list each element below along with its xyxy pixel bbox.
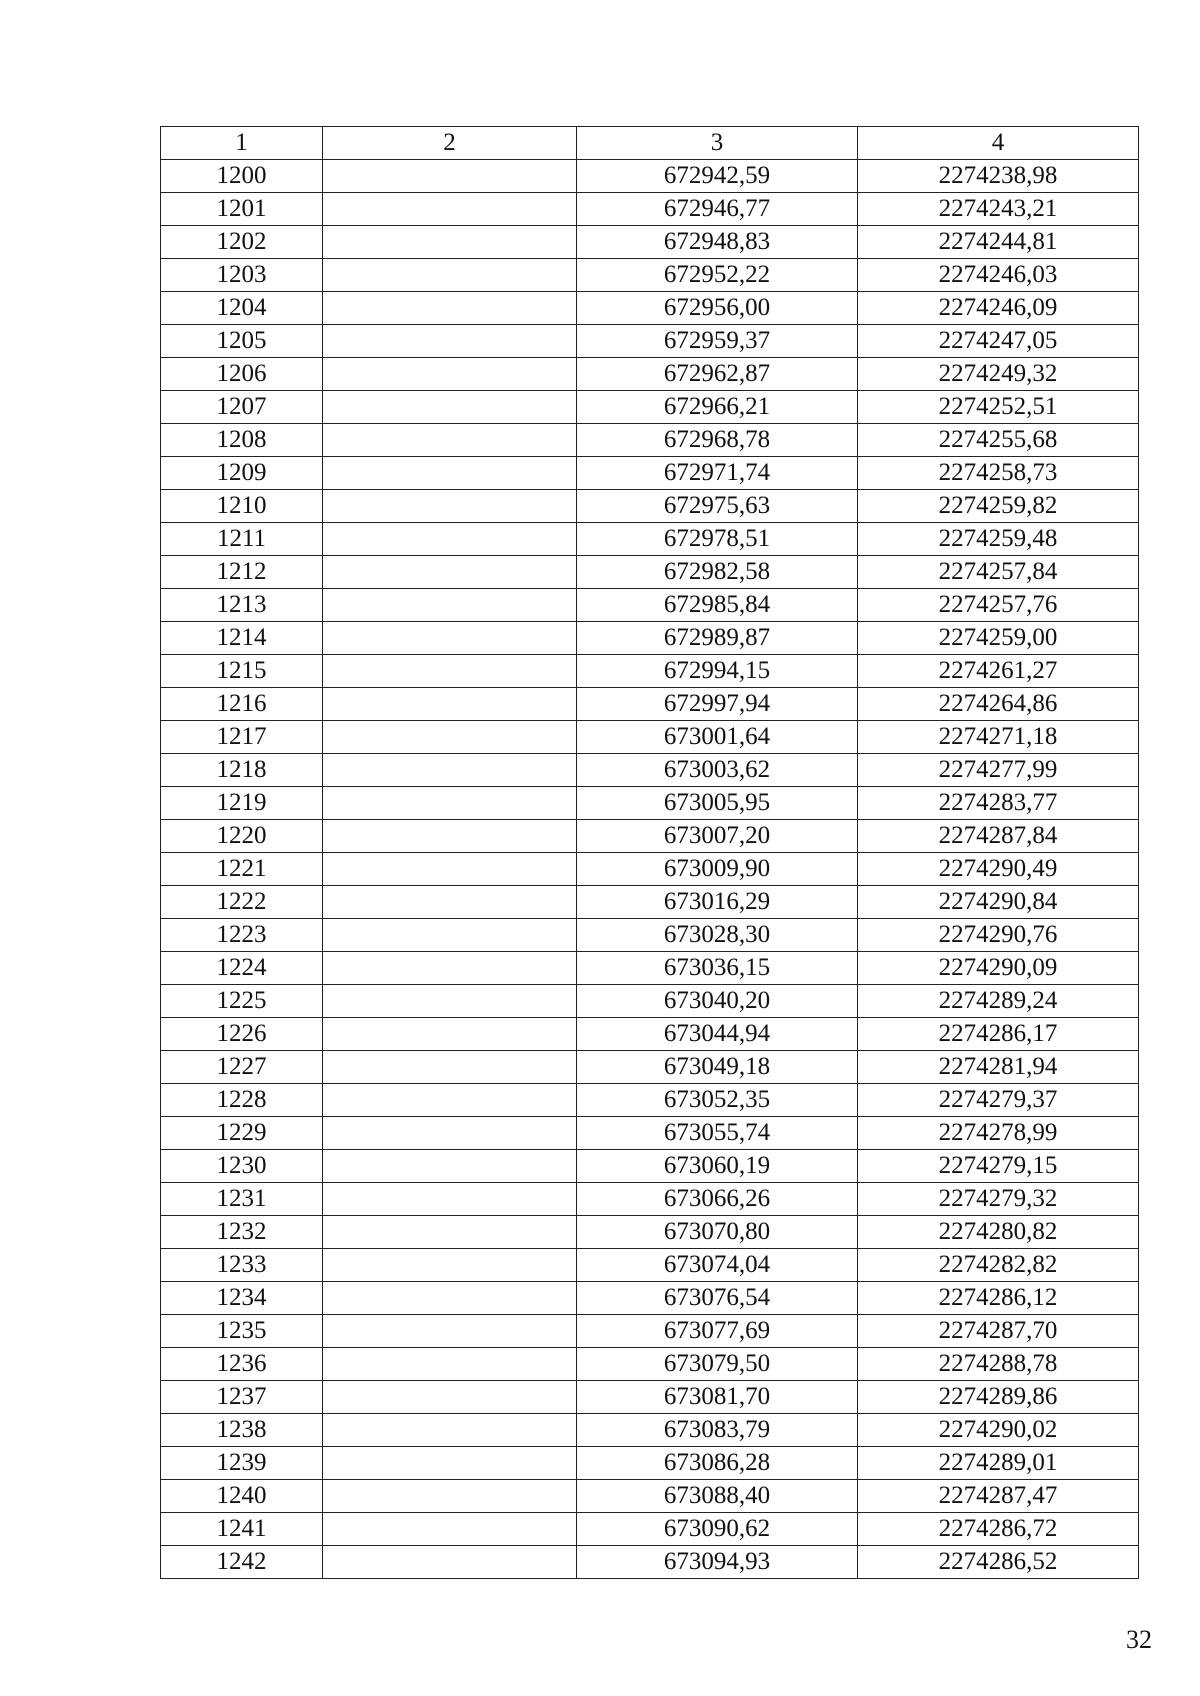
header-row [161, 127, 1139, 160]
x-coordinate-cell: 672997,94 [577, 688, 858, 721]
x-coordinate-cell: 673077,69 [577, 1315, 858, 1348]
description-cell [323, 1084, 577, 1117]
y-coordinate-cell: 2274259,48 [858, 523, 1139, 556]
y-coordinate-cell: 2274261,27 [858, 655, 1139, 688]
y-coordinate-cell: 2274289,01 [858, 1447, 1139, 1480]
y-coordinate-cell: 2274289,24 [858, 985, 1139, 1018]
description-cell [323, 1513, 577, 1546]
y-coordinate-cell: 2274252,51 [858, 391, 1139, 424]
x-coordinate-cell: 673070,80 [577, 1216, 858, 1249]
table-row [161, 523, 1139, 556]
description-cell [323, 226, 577, 259]
x-coordinate-cell: 672989,87 [577, 622, 858, 655]
header-cell-3: 3 [577, 127, 858, 160]
x-coordinate-cell: 673036,15 [577, 952, 858, 985]
x-coordinate-cell: 673005,95 [577, 787, 858, 820]
table-row [161, 1447, 1139, 1480]
y-coordinate-cell: 2274286,52 [858, 1546, 1139, 1579]
table-row [161, 952, 1139, 985]
description-cell [323, 1183, 577, 1216]
x-coordinate-cell: 672982,58 [577, 556, 858, 589]
description-cell [323, 853, 577, 886]
description-cell [323, 787, 577, 820]
description-cell [323, 1150, 577, 1183]
table-row [161, 1546, 1139, 1579]
description-cell [323, 754, 577, 787]
y-coordinate-cell: 2274238,98 [858, 160, 1139, 193]
x-coordinate-cell: 673040,20 [577, 985, 858, 1018]
table-row [161, 1381, 1139, 1414]
x-coordinate-cell: 673081,70 [577, 1381, 858, 1414]
point-number-cell: 1221 [161, 853, 323, 886]
x-coordinate-cell: 673086,28 [577, 1447, 858, 1480]
point-number-cell: 1230 [161, 1150, 323, 1183]
y-coordinate-cell: 2274289,86 [858, 1381, 1139, 1414]
table-row [161, 1249, 1139, 1282]
table-row [161, 721, 1139, 754]
point-number-cell: 1240 [161, 1480, 323, 1513]
point-number-cell: 1210 [161, 490, 323, 523]
y-coordinate-cell: 2274290,02 [858, 1414, 1139, 1447]
table-row [161, 655, 1139, 688]
description-cell [323, 160, 577, 193]
table-row [161, 985, 1139, 1018]
point-number-cell: 1241 [161, 1513, 323, 1546]
x-coordinate-cell: 673007,20 [577, 820, 858, 853]
table-row [161, 1150, 1139, 1183]
y-coordinate-cell: 2274290,09 [858, 952, 1139, 985]
point-number-cell: 1217 [161, 721, 323, 754]
y-coordinate-cell: 2274278,99 [858, 1117, 1139, 1150]
description-cell [323, 952, 577, 985]
y-coordinate-cell: 2274247,05 [858, 325, 1139, 358]
description-cell [323, 886, 577, 919]
point-number-cell: 1238 [161, 1414, 323, 1447]
x-coordinate-cell: 673009,90 [577, 853, 858, 886]
point-number-cell: 1208 [161, 424, 323, 457]
point-number-cell: 1237 [161, 1381, 323, 1414]
table-body [161, 160, 1139, 1579]
point-number-cell: 1223 [161, 919, 323, 952]
description-cell [323, 523, 577, 556]
x-coordinate-cell: 672975,63 [577, 490, 858, 523]
x-coordinate-cell: 673016,29 [577, 886, 858, 919]
y-coordinate-cell: 2274286,12 [858, 1282, 1139, 1315]
description-cell [323, 1480, 577, 1513]
description-cell [323, 325, 577, 358]
header-cell-1: 1 [161, 127, 323, 160]
table-row [161, 1348, 1139, 1381]
point-number-cell: 1229 [161, 1117, 323, 1150]
description-cell [323, 919, 577, 952]
description-cell [323, 292, 577, 325]
x-coordinate-cell: 672994,15 [577, 655, 858, 688]
y-coordinate-cell: 2274279,32 [858, 1183, 1139, 1216]
point-number-cell: 1232 [161, 1216, 323, 1249]
x-coordinate-cell: 673028,30 [577, 919, 858, 952]
y-coordinate-cell: 2274259,00 [858, 622, 1139, 655]
y-coordinate-cell: 2274264,86 [858, 688, 1139, 721]
description-cell [323, 1546, 577, 1579]
table-row [161, 919, 1139, 952]
point-number-cell: 1200 [161, 160, 323, 193]
table-row [161, 1480, 1139, 1513]
x-coordinate-cell: 673044,94 [577, 1018, 858, 1051]
point-number-cell: 1235 [161, 1315, 323, 1348]
description-cell [323, 457, 577, 490]
x-coordinate-cell: 673079,50 [577, 1348, 858, 1381]
point-number-cell: 1234 [161, 1282, 323, 1315]
description-cell [323, 589, 577, 622]
y-coordinate-cell: 2274249,32 [858, 358, 1139, 391]
description-cell [323, 424, 577, 457]
point-number-cell: 1242 [161, 1546, 323, 1579]
y-coordinate-cell: 2274246,03 [858, 259, 1139, 292]
point-number-cell: 1212 [161, 556, 323, 589]
point-number-cell: 1201 [161, 193, 323, 226]
x-coordinate-cell: 672942,59 [577, 160, 858, 193]
description-cell [323, 1315, 577, 1348]
x-coordinate-cell: 673052,35 [577, 1084, 858, 1117]
x-coordinate-cell: 672971,74 [577, 457, 858, 490]
description-cell [323, 622, 577, 655]
x-coordinate-cell: 672978,51 [577, 523, 858, 556]
point-number-cell: 1211 [161, 523, 323, 556]
y-coordinate-cell: 2274280,82 [858, 1216, 1139, 1249]
point-number-cell: 1236 [161, 1348, 323, 1381]
y-coordinate-cell: 2274243,21 [858, 193, 1139, 226]
point-number-cell: 1216 [161, 688, 323, 721]
y-coordinate-cell: 2274279,37 [858, 1084, 1139, 1117]
description-cell [323, 1282, 577, 1315]
table-row [161, 490, 1139, 523]
description-cell [323, 1117, 577, 1150]
y-coordinate-cell: 2274287,84 [858, 820, 1139, 853]
table-row [161, 325, 1139, 358]
description-cell [323, 391, 577, 424]
description-cell [323, 688, 577, 721]
table-row [161, 622, 1139, 655]
y-coordinate-cell: 2274271,18 [858, 721, 1139, 754]
x-coordinate-cell: 673055,74 [577, 1117, 858, 1150]
table-row [161, 886, 1139, 919]
point-number-cell: 1222 [161, 886, 323, 919]
point-number-cell: 1203 [161, 259, 323, 292]
y-coordinate-cell: 2274257,76 [858, 589, 1139, 622]
description-cell [323, 259, 577, 292]
y-coordinate-cell: 2274287,70 [858, 1315, 1139, 1348]
table-row [161, 688, 1139, 721]
table-row [161, 1018, 1139, 1051]
x-coordinate-cell: 673076,54 [577, 1282, 858, 1315]
table-row [161, 358, 1139, 391]
header-cell-4: 4 [858, 127, 1139, 160]
table-row [161, 556, 1139, 589]
point-number-cell: 1213 [161, 589, 323, 622]
y-coordinate-cell: 2274286,72 [858, 1513, 1139, 1546]
x-coordinate-cell: 672962,87 [577, 358, 858, 391]
y-coordinate-cell: 2274282,82 [858, 1249, 1139, 1282]
point-number-cell: 1207 [161, 391, 323, 424]
table-row [161, 160, 1139, 193]
point-number-cell: 1224 [161, 952, 323, 985]
description-cell [323, 1381, 577, 1414]
point-number-cell: 1202 [161, 226, 323, 259]
point-number-cell: 1214 [161, 622, 323, 655]
description-cell [323, 721, 577, 754]
table-row [161, 1117, 1139, 1150]
x-coordinate-cell: 673066,26 [577, 1183, 858, 1216]
description-cell [323, 358, 577, 391]
point-number-cell: 1209 [161, 457, 323, 490]
table-row [161, 424, 1139, 457]
table-row [161, 1183, 1139, 1216]
y-coordinate-cell: 2274286,17 [858, 1018, 1139, 1051]
x-coordinate-cell: 673049,18 [577, 1051, 858, 1084]
table-row [161, 226, 1139, 259]
description-cell [323, 985, 577, 1018]
table-row [161, 1513, 1139, 1546]
y-coordinate-cell: 2274290,49 [858, 853, 1139, 886]
description-cell [323, 193, 577, 226]
y-coordinate-cell: 2274281,94 [858, 1051, 1139, 1084]
table-header [161, 127, 1139, 160]
table-row [161, 787, 1139, 820]
x-coordinate-cell: 672946,77 [577, 193, 858, 226]
table-row [161, 1051, 1139, 1084]
y-coordinate-cell: 2274244,81 [858, 226, 1139, 259]
x-coordinate-cell: 673003,62 [577, 754, 858, 787]
coordinates-table [160, 126, 1139, 1579]
table-row [161, 1282, 1139, 1315]
table-row [161, 457, 1139, 490]
description-cell [323, 820, 577, 853]
y-coordinate-cell: 2274279,15 [858, 1150, 1139, 1183]
table-row [161, 259, 1139, 292]
point-number-cell: 1204 [161, 292, 323, 325]
table-row [161, 589, 1139, 622]
header-cell-2: 2 [323, 127, 577, 160]
x-coordinate-cell: 672968,78 [577, 424, 858, 457]
y-coordinate-cell: 2274246,09 [858, 292, 1139, 325]
x-coordinate-cell: 673074,04 [577, 1249, 858, 1282]
table-row [161, 853, 1139, 886]
description-cell [323, 1414, 577, 1447]
point-number-cell: 1231 [161, 1183, 323, 1216]
description-cell [323, 1348, 577, 1381]
description-cell [323, 1216, 577, 1249]
table-row [161, 193, 1139, 226]
y-coordinate-cell: 2274287,47 [858, 1480, 1139, 1513]
point-number-cell: 1220 [161, 820, 323, 853]
description-cell [323, 1249, 577, 1282]
table-row [161, 1216, 1139, 1249]
table-row [161, 1315, 1139, 1348]
description-cell [323, 1018, 577, 1051]
y-coordinate-cell: 2274290,84 [858, 886, 1139, 919]
y-coordinate-cell: 2274259,82 [858, 490, 1139, 523]
point-number-cell: 1233 [161, 1249, 323, 1282]
description-cell [323, 1051, 577, 1084]
y-coordinate-cell: 2274258,73 [858, 457, 1139, 490]
description-cell [323, 490, 577, 523]
point-number-cell: 1215 [161, 655, 323, 688]
x-coordinate-cell: 673060,19 [577, 1150, 858, 1183]
y-coordinate-cell: 2274288,78 [858, 1348, 1139, 1381]
point-number-cell: 1206 [161, 358, 323, 391]
x-coordinate-cell: 673083,79 [577, 1414, 858, 1447]
point-number-cell: 1226 [161, 1018, 323, 1051]
table-row [161, 754, 1139, 787]
y-coordinate-cell: 2274277,99 [858, 754, 1139, 787]
y-coordinate-cell: 2274255,68 [858, 424, 1139, 457]
page-number: 32 [1126, 1625, 1152, 1654]
x-coordinate-cell: 672952,22 [577, 259, 858, 292]
table-row [161, 1084, 1139, 1117]
x-coordinate-cell: 673001,64 [577, 721, 858, 754]
table-row [161, 1414, 1139, 1447]
x-coordinate-cell: 673088,40 [577, 1480, 858, 1513]
x-coordinate-cell: 673094,93 [577, 1546, 858, 1579]
x-coordinate-cell: 672948,83 [577, 226, 858, 259]
x-coordinate-cell: 672956,00 [577, 292, 858, 325]
x-coordinate-cell: 672985,84 [577, 589, 858, 622]
description-cell [323, 1447, 577, 1480]
point-number-cell: 1227 [161, 1051, 323, 1084]
x-coordinate-cell: 672966,21 [577, 391, 858, 424]
description-cell [323, 556, 577, 589]
x-coordinate-cell: 672959,37 [577, 325, 858, 358]
point-number-cell: 1228 [161, 1084, 323, 1117]
y-coordinate-cell: 2274290,76 [858, 919, 1139, 952]
description-cell [323, 655, 577, 688]
y-coordinate-cell: 2274257,84 [858, 556, 1139, 589]
point-number-cell: 1218 [161, 754, 323, 787]
table-row [161, 391, 1139, 424]
y-coordinate-cell: 2274283,77 [858, 787, 1139, 820]
point-number-cell: 1219 [161, 787, 323, 820]
x-coordinate-cell: 673090,62 [577, 1513, 858, 1546]
point-number-cell: 1239 [161, 1447, 323, 1480]
point-number-cell: 1225 [161, 985, 323, 1018]
table-row [161, 820, 1139, 853]
table-row [161, 292, 1139, 325]
point-number-cell: 1205 [161, 325, 323, 358]
